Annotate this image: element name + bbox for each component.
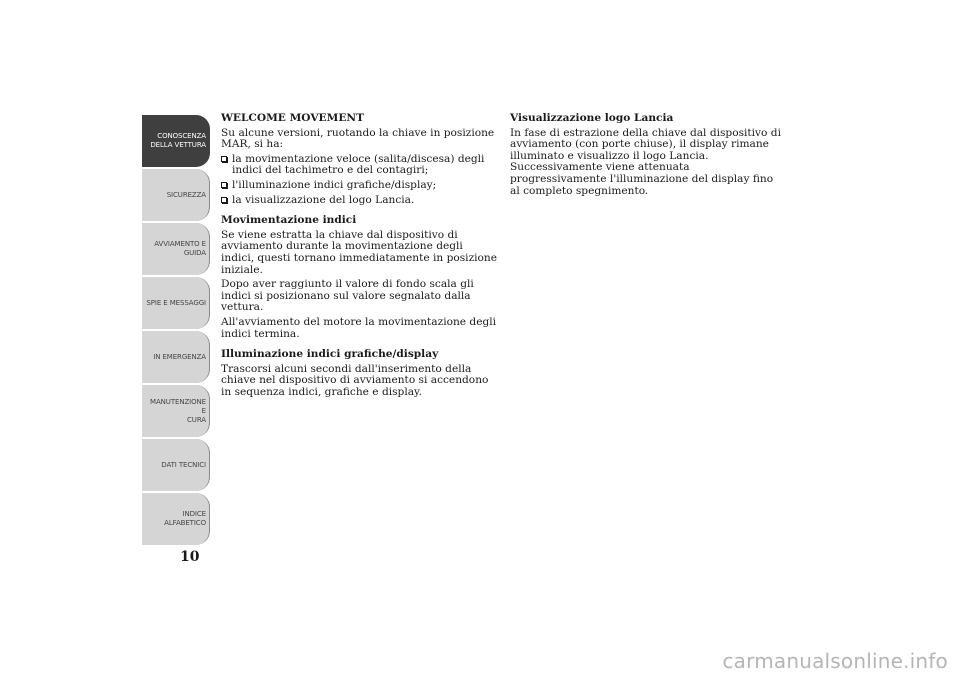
tab-label: AVVIAMENTO E GUIDA <box>154 240 206 257</box>
illuminazione-paragraph: Trascorsi alcuni secondi dall'inserimento della chiave nel dispositivo di avviamento si accendono in sequenza indici, grafiche e display. <box>221 362 489 398</box>
tab-label: SPIE E MESSAGGI <box>146 298 206 307</box>
tab-dati-tecnici[interactable] <box>142 439 210 491</box>
checkbox-bullet-icon <box>221 156 227 162</box>
movimentazione-paragraph-3: All'avviamento del motore la movimentazione degli indici termina. <box>221 315 497 340</box>
list-item: l'illuminazione indici grafiche/display; <box>221 180 497 192</box>
logo-lancia-heading: Visualizzazione logo Lancia <box>510 112 674 124</box>
tab-manutenzione-e-cura[interactable] <box>142 385 210 437</box>
movimentazione-paragraph-2: Dopo aver raggiunto il valore di fondo scala gli indici si posizionano sul valore segnalato dalla vettura. <box>221 278 474 314</box>
watermark-text: carmanualsonline.info <box>722 649 948 673</box>
tab-label: INDICE ALFABETICO <box>164 510 206 527</box>
tab-label: CONOSCENZA DELLA VETTURA <box>150 132 206 149</box>
tab-label: IN EMERGENZA <box>153 352 206 361</box>
checkbox-bullet-icon <box>221 182 227 188</box>
tab-spie-e-messaggi[interactable] <box>142 277 210 329</box>
tab-indice-alfabetico[interactable] <box>142 493 210 545</box>
tab-label: MANUTENZIONE E CURA <box>150 397 206 424</box>
tab-in-emergenza[interactable] <box>142 331 210 383</box>
checkbox-bullet-icon <box>221 197 227 203</box>
right-column <box>510 113 786 200</box>
tab-label: DATI TECNICI <box>161 460 206 469</box>
tab-conoscenza-della-vettura[interactable] <box>142 115 210 167</box>
tab-label: SICUREZZA <box>166 190 206 199</box>
movimentazione-heading: Movimentazione indici <box>221 214 357 227</box>
list-item: la visualizzazione del logo Lancia. <box>221 195 497 207</box>
welcome-intro: Su alcune versioni, ruotando la chiave in posizione MAR, si ha: <box>221 126 495 151</box>
left-column <box>221 113 497 401</box>
chapter-tabs <box>142 115 210 547</box>
tab-sicurezza[interactable] <box>142 169 210 221</box>
illuminazione-heading: Illuminazione indici grafiche/display <box>221 348 439 361</box>
page-number: 10 <box>180 549 200 565</box>
tab-avviamento-e-guida[interactable] <box>142 223 210 275</box>
welcome-movement-heading: WELCOME MOVEMENT <box>221 112 364 124</box>
logo-lancia-paragraph: In fase di estrazione della chiave dal dispositivo di avviamento (con porte chiuse), il display rimane illuminato e visualizzo il logo Lancia. Successivamente viene attenuata progressivamente l'illuminazione del display fino al completo spegnimento. <box>510 126 781 197</box>
list-item: la movimentazione veloce (salita/discesa) degli indici del tachimetro e del contagiri; <box>221 154 497 177</box>
movimentazione-paragraph-1: Se viene estratta la chiave dal dispositivo di avviamento durante la movimentazione degli indici, questi tornano immediatamente in posizione iniziale. <box>221 228 498 276</box>
